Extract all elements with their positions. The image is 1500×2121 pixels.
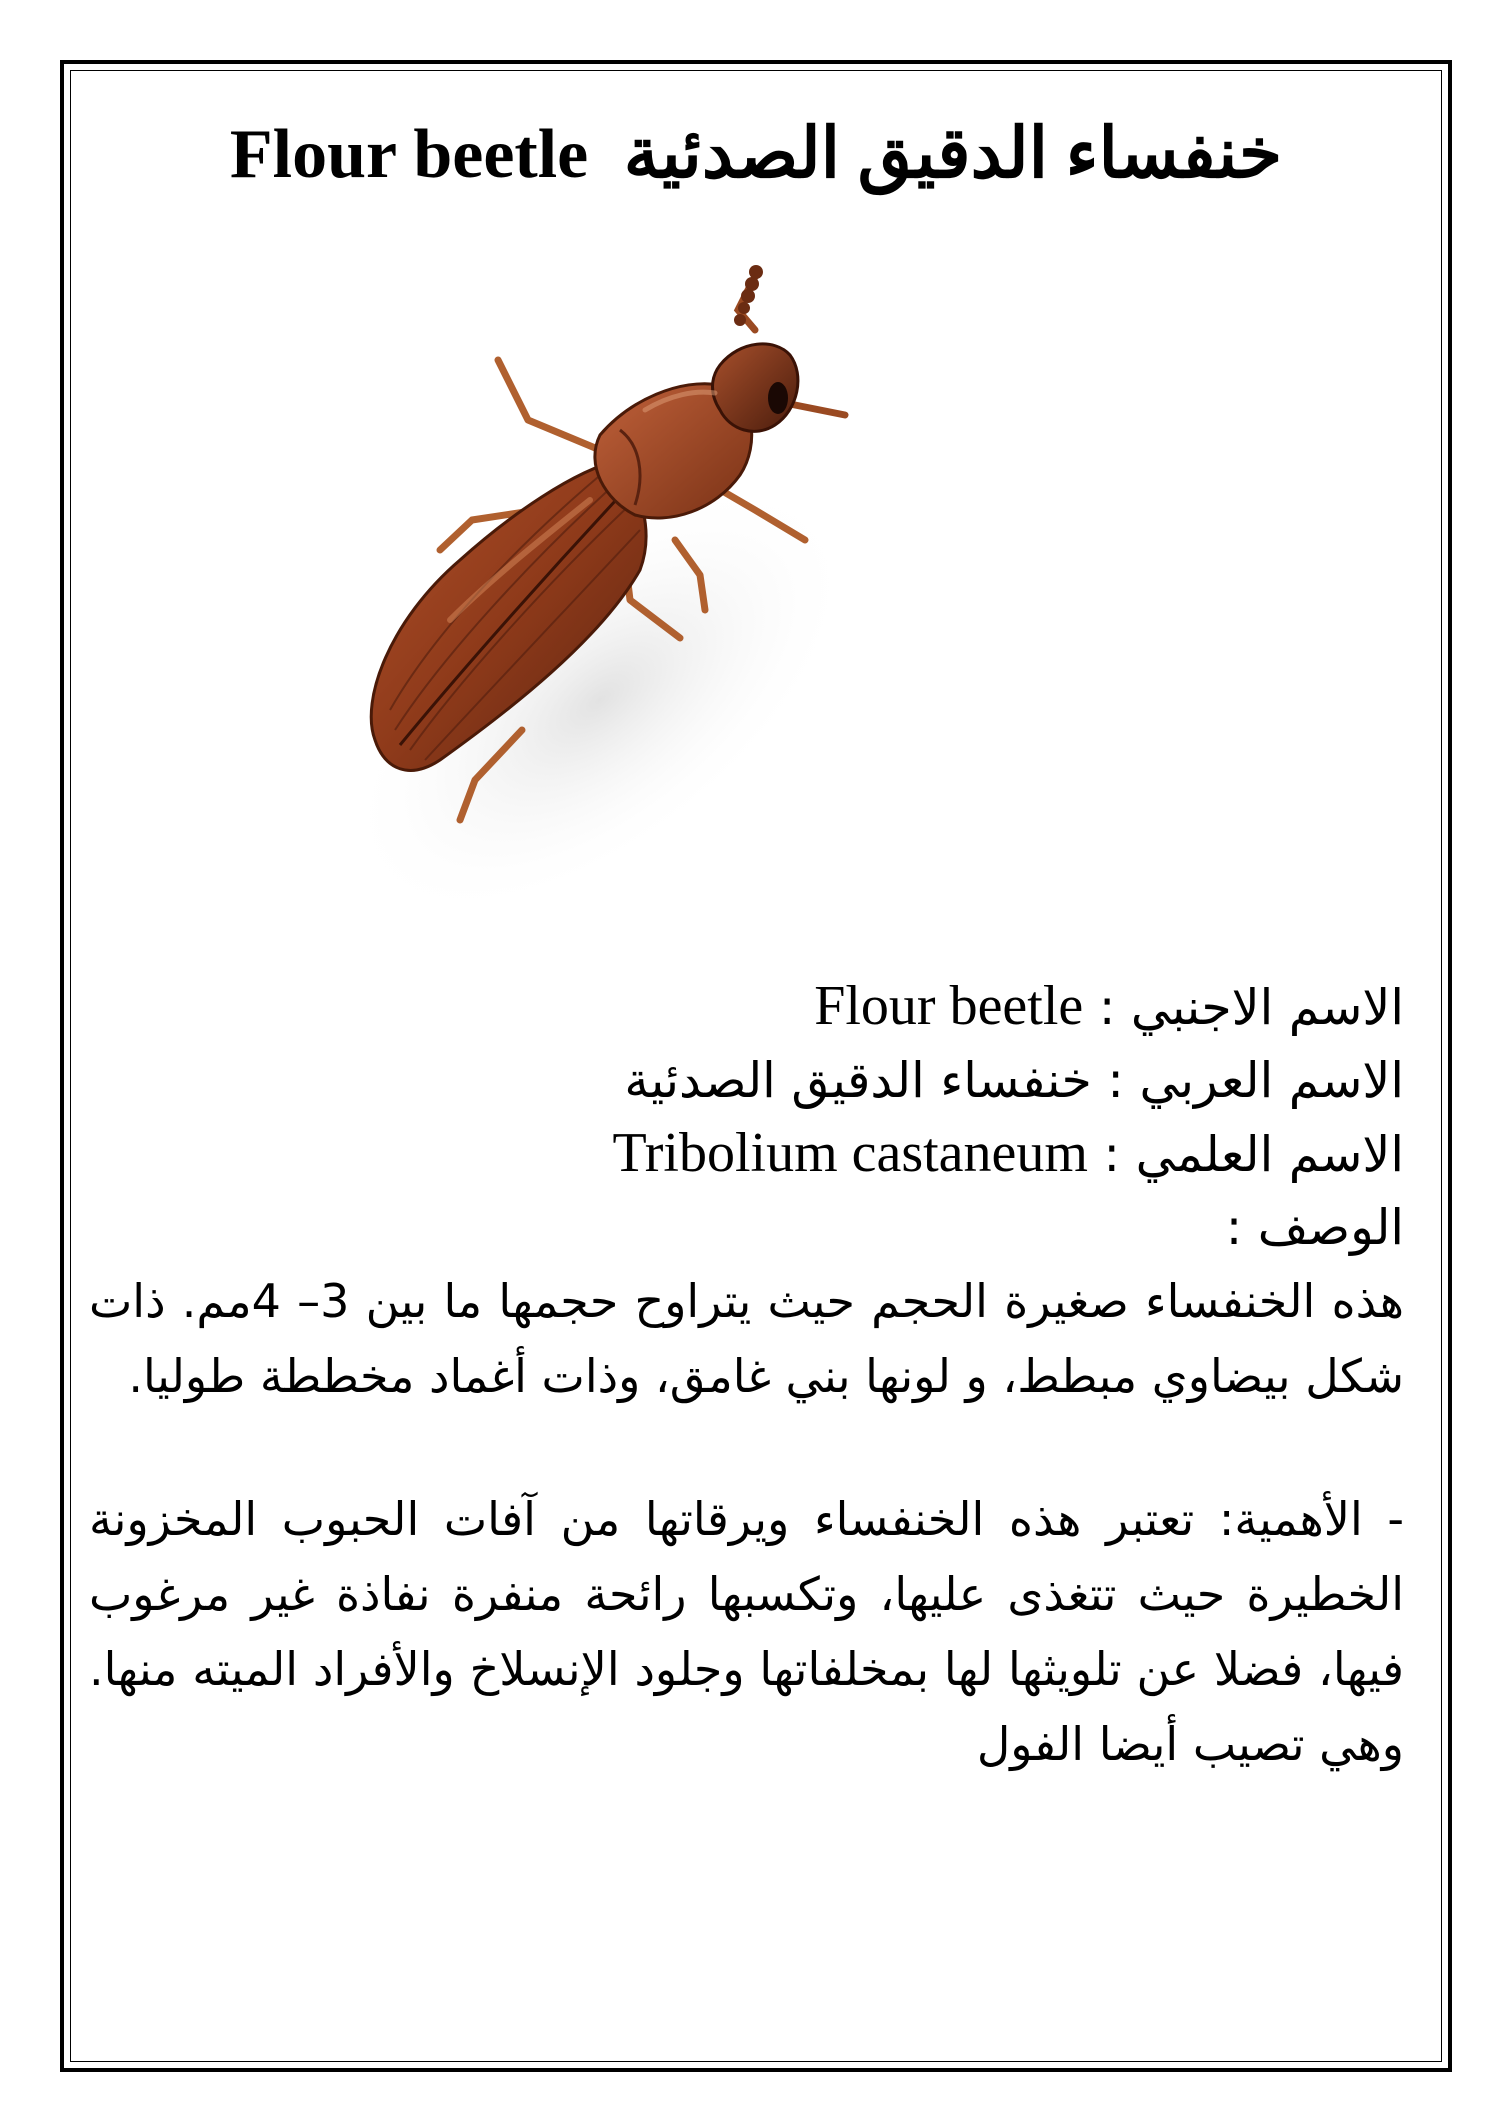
title-english: Flour beetle	[229, 116, 589, 193]
scientific-name-row	[89, 1117, 1404, 1191]
importance-text: - الأهمية: تعتبر هذه الخنفساء ويرقاتها من آفات الحبوب المخزونة الخطيرة حيث تتغذى عليها، وتكسبها رائحة منفرة نفاذة غير مرغوب فيها، فضلا عن تلويثها لها بمخلفاتها وجلود الإنسلاخ والأفراد الميته منها. وهي تصيب أيضا الفول	[89, 1492, 1404, 1771]
arabic-name-value: خنفساء الدقيق الصدئية	[624, 1052, 1092, 1109]
flour-beetle-icon	[300, 260, 1060, 940]
paragraph-spacer	[89, 1414, 1404, 1482]
scientific-name-value: Tribolium castaneum	[612, 1122, 1088, 1184]
foreign-name-row	[89, 970, 1404, 1044]
info-section	[89, 970, 1404, 1782]
scientific-name-label: الاسم العلمي :	[1103, 1126, 1404, 1183]
page-title	[110, 105, 1402, 205]
beetle-photo	[300, 260, 1060, 940]
title-arabic: خنفساء الدقيق الصدئية	[623, 116, 1283, 193]
foreign-name-value: Flour beetle	[814, 975, 1084, 1037]
description-text: هذه الخنفساء صغيرة الحجم حيث يتراوح حجمها ما بين 3– 4مم. ذات شكل بيضاوي مبطط، و لونها بني غامق، وذات أغماد مخططة طوليا.	[89, 1274, 1404, 1403]
arabic-name-label: الاسم العربي :	[1107, 1052, 1404, 1109]
foreign-name-label: الاسم الاجنبي :	[1098, 979, 1404, 1036]
description-label: الوصف :	[1225, 1199, 1404, 1256]
arabic-name-row	[89, 1044, 1404, 1117]
